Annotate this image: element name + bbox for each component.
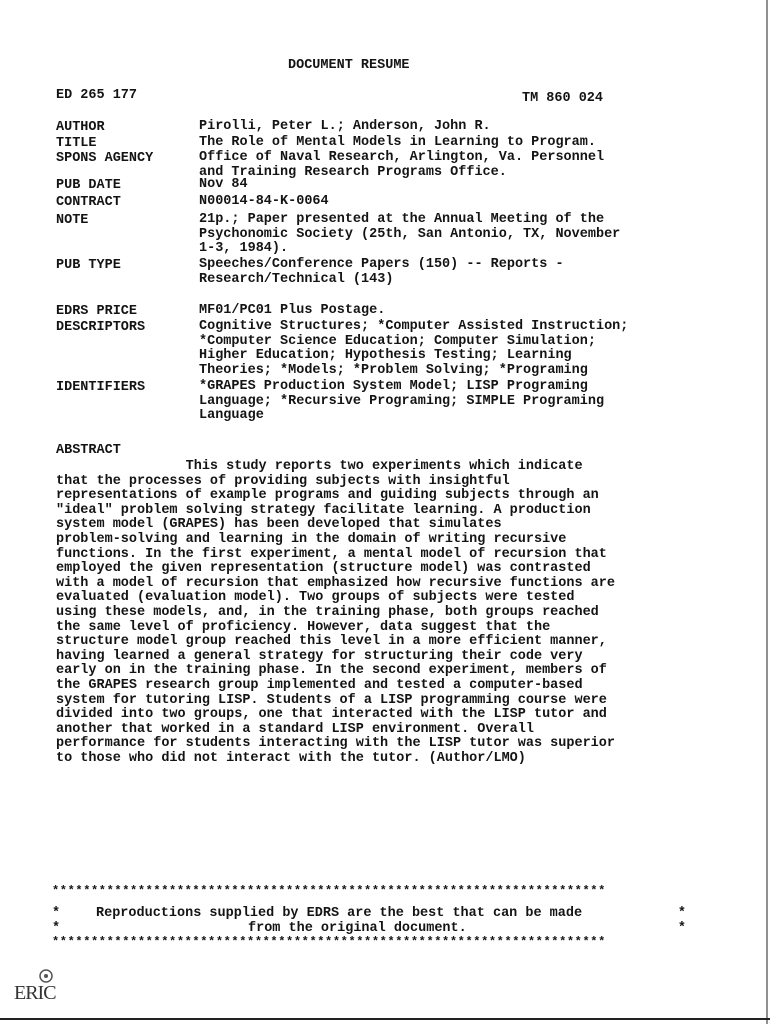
field-value-line: The Role of Mental Models in Learning to Program.	[199, 135, 596, 150]
field-label: SPONS AGENCY	[56, 151, 154, 166]
eric-logo-text: ERIC	[14, 982, 56, 1004]
field-value-line: Theories; *Models; *Problem Solving; *Programing	[199, 362, 588, 378]
field-row	[56, 151, 736, 180]
abstract-line: This study reports two experiments which indicate	[56, 459, 583, 474]
field-value	[199, 136, 736, 151]
field-value-line: and Training Research Programs Office.	[199, 164, 507, 180]
field-value	[199, 380, 736, 424]
field-value-line: 21p.; Paper presented at the Annual Meeting of the	[199, 212, 605, 227]
field-value	[199, 213, 736, 257]
field-value-line: 1-3, 1984).	[199, 241, 289, 256]
abstract-line: problem-solving and learning in the domain of writing recursive	[56, 531, 567, 547]
field-label: DESCRIPTORS	[56, 320, 146, 335]
field-value-line: Research/Technical (143)	[199, 271, 394, 287]
field-value-line: Nov 84	[199, 177, 248, 192]
field-row	[56, 380, 736, 424]
field-value	[199, 304, 736, 319]
footer-stars-top: ***********************************************************************	[52, 884, 606, 898]
field-value-line: Speeches/Conference Papers (150) -- Reports -	[199, 257, 564, 272]
field-label: NOTE	[56, 213, 89, 228]
field-value	[199, 320, 736, 378]
field-value-line: *Computer Science Education; Computer Simulation;	[199, 333, 596, 349]
field-label: EDRS PRICE	[56, 304, 138, 319]
abstract-body	[56, 460, 716, 766]
document-heading: DOCUMENT RESUME	[288, 58, 410, 73]
field-row	[56, 178, 736, 193]
abstract-line: functions. In the first experiment, a mental model of recursion that	[56, 546, 607, 562]
abstract-line: that the processes of providing subjects with insightful	[56, 473, 510, 489]
footer-star-mark: *	[52, 921, 61, 936]
field-value-line: Higher Education; Hypothesis Testing; Learning	[199, 348, 572, 363]
field-label: CONTRACT	[56, 195, 121, 210]
field-value	[199, 120, 736, 135]
eric-logo	[14, 968, 68, 1008]
abstract-line: using these models, and, in the training phase, both groups reached	[56, 604, 599, 620]
field-row	[56, 120, 736, 135]
abstract-line: divided into two groups, one that interacted with the LISP tutor and	[56, 707, 607, 723]
abstract-line: representations of example programs and guiding subjects through an	[56, 488, 599, 504]
abstract-line: the GRAPES research group implemented and tested a computer-based	[56, 677, 583, 693]
field-row	[56, 136, 736, 151]
abstract-label: ABSTRACT	[56, 443, 121, 458]
field-value	[199, 151, 736, 180]
field-label: IDENTIFIERS	[56, 380, 146, 395]
field-row	[56, 320, 736, 378]
footer-notice-2: from the original document.	[248, 921, 467, 936]
field-row	[56, 213, 736, 257]
abstract-line: having learned a general strategy for structuring their code very	[56, 648, 583, 664]
footer-star-mark: *	[677, 906, 686, 921]
abstract-line: the same level of proficiency. However, data suggest that the	[56, 619, 551, 635]
field-value-line: Psychonomic Society (25th, San Antonio, TX, November	[199, 226, 621, 242]
field-value	[199, 258, 736, 287]
abstract-line: with a model of recursion that emphasized how recursive functions are	[56, 575, 615, 591]
field-value	[199, 195, 736, 210]
field-value-line: Language	[199, 408, 264, 423]
field-row	[56, 304, 736, 319]
field-value-line: MF01/PC01 Plus Postage.	[199, 303, 386, 318]
field-value-line: Pirolli, Peter L.; Anderson, John R.	[199, 119, 491, 134]
field-value-line: Office of Naval Research, Arlington, Va. Personnel	[199, 150, 605, 165]
footer-star-mark: *	[677, 921, 686, 936]
footer-stars-bottom: ***********************************************************************	[52, 935, 606, 949]
bottom-edge-line	[0, 1018, 770, 1020]
field-value-line: N00014-84-K-0064	[199, 194, 329, 209]
abstract-line: "ideal" problem solving strategy facilitate learning. A production	[56, 502, 591, 518]
abstract-line: system model (GRAPES) has been developed that simulates	[56, 517, 502, 533]
abstract-line: another that worked in a standard LISP environment. Overall	[56, 721, 534, 737]
field-value	[199, 178, 736, 193]
field-value-line: Cognitive Structures; *Computer Assisted Instruction;	[199, 319, 629, 334]
field-value-line: *GRAPES Production System Model; LISP Programing	[199, 379, 588, 394]
footer-star-mark: *	[52, 906, 61, 921]
abstract-line: employed the given representation (structure model) was contrasted	[56, 561, 591, 577]
abstract-line: early on in the training phase. In the second experiment, members of	[56, 663, 607, 679]
abstract-line: structure model group reached this level in a more efficient manner,	[56, 634, 607, 650]
field-label: PUB DATE	[56, 178, 121, 193]
field-label: PUB TYPE	[56, 258, 121, 273]
field-label: TITLE	[56, 136, 97, 151]
tm-number: TM 860 024	[522, 91, 604, 106]
footer-notice-1: Reproductions supplied by EDRS are the best that can be made	[96, 906, 583, 921]
field-label: AUTHOR	[56, 120, 105, 135]
field-row	[56, 258, 736, 287]
field-value-line: Language; *Recursive Programing; SIMPLE Programing	[199, 393, 605, 409]
abstract-line: evaluated (evaluation model). Two groups of subjects were tested	[56, 590, 575, 606]
abstract-line: to those who did not interact with the tutor. (Author/LMO)	[56, 750, 526, 766]
abstract-line: system for tutoring LISP. Students of a LISP programming course were	[56, 692, 607, 708]
right-edge-line	[766, 0, 768, 1024]
ed-number: ED 265 177	[56, 88, 138, 103]
abstract-line: performance for students interacting with the LISP tutor was superior	[56, 736, 615, 752]
field-row	[56, 195, 736, 210]
